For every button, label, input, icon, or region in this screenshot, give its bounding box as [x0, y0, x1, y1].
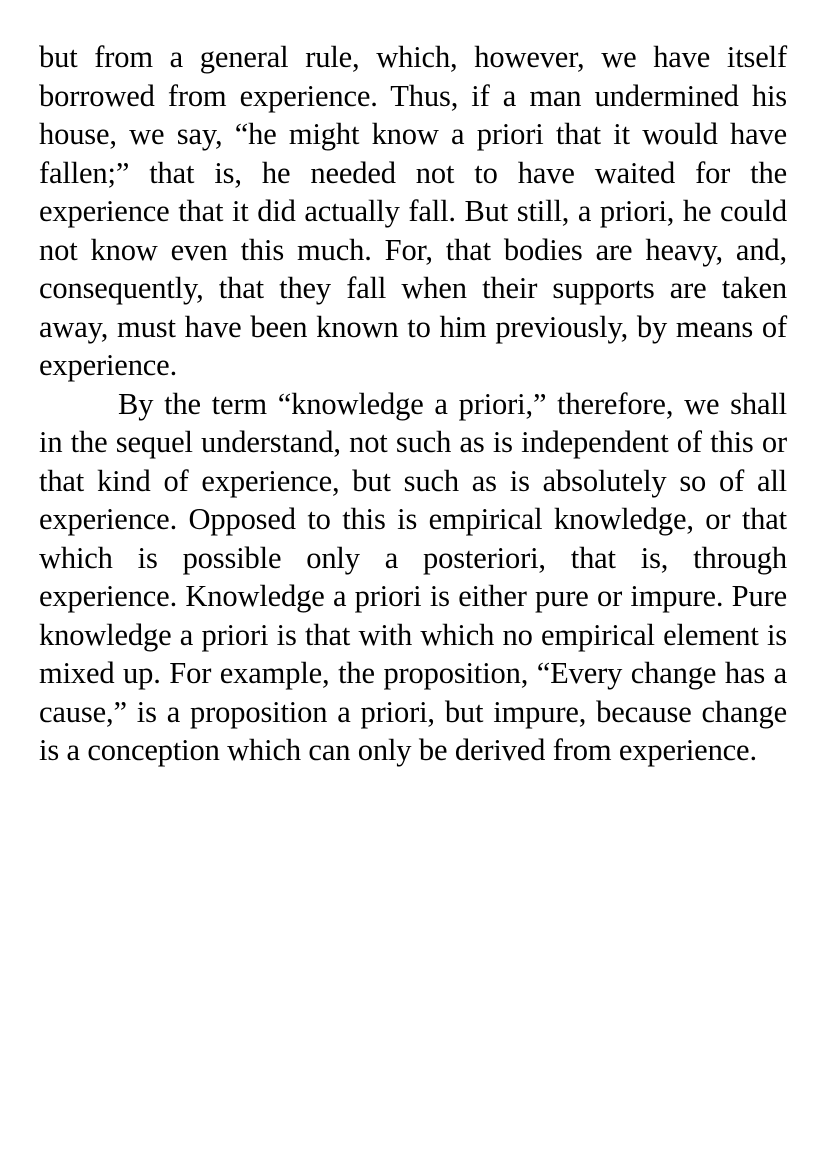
paragraph-knowledge-a-priori: By the term “knowledge a priori,” therefore, we shall in the sequel understand, not such as is independent of this or that kind of experience, but such as is absolutely so of all experience. Opposed to this is empirical knowledge, or that which is possible only a posteriori, that is, through experience. Knowledge a priori is either pure or impure. Pure knowledge a priori is that with which no empirical element is mixed up. For example, the proposition, “Every change has a cause,” is a proposition a priori, but impure, because change is a conception which can only be derived from experience. — [39, 386, 787, 767]
document-page — [39, 38, 787, 770]
paragraph-continuation: but from a general rule, which, however, we have itself borrowed from experience. Thus, if a man undermined his house, we say, “he might know a priori that it would have fallen;” that is, he needed not to have waited for the experience that it did actually fall. But still, a priori, he could not know even this much. For, that bodies are heavy, and, consequently, that they fall when their supports are taken away, must have been known to him previously, by means of experience. — [39, 40, 787, 382]
